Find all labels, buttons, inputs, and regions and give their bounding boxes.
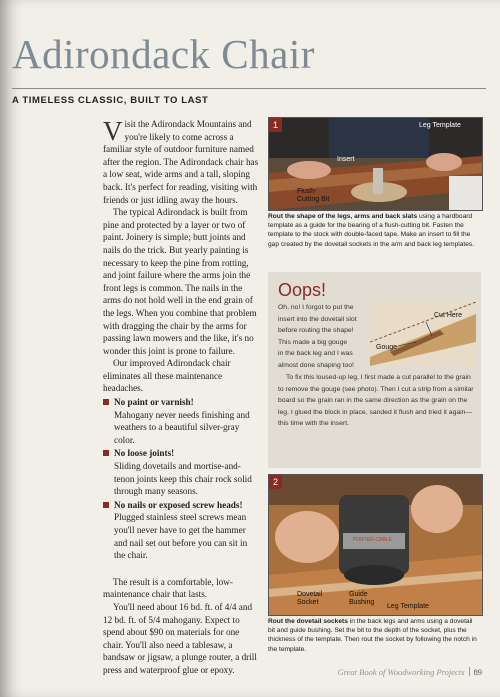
book-title: Great Book of Woodworking Projects bbox=[337, 667, 465, 677]
subtitle: A TIMELESS CLASSIC, BUILT TO LAST bbox=[12, 95, 209, 106]
title-rule bbox=[12, 88, 486, 89]
label-gouge: Gouge bbox=[376, 344, 398, 351]
page-number: 89 bbox=[473, 667, 482, 677]
label-guide-bushing: Guide Bushing bbox=[349, 591, 375, 606]
bullet-square-icon bbox=[103, 450, 109, 456]
oops-text: Oh, no! I forgot to put the insert into the dovetail slot before routing the shape! This made a big gouge in the back leg and I was almost done shaping too! To fix this loused-up leg, I first made a cut parallel to the grain to remove the gouge (see photo). Then I cut a strip from a similar board so the grain ran in the same direction as the grain on the leg. I glued the block in place, sanded it flush and tried it again—this time with the insert. bbox=[278, 302, 474, 430]
paragraph-1: Visit the Adirondack Mountains and you're likely to come across a familiar style of outdoor furniture named after the region. The Adirondack chair has a low seat, wide arms and a tall, sloping back. It's perfect for reading, visiting with friends or just idling away the hours. bbox=[103, 116, 259, 205]
bullet-square-icon bbox=[103, 502, 109, 508]
bullet-1: No paint or varnish! bbox=[103, 396, 259, 409]
dropcap: V bbox=[103, 116, 123, 146]
paragraph-5: You'll need about 16 bd. ft. of 4/4 and 12 bd. ft. of 5/4 mahogany. Expect to spend about $90 on materials for one chair. You'll also need a tablesaw, a bandsaw or jigsaw, a plunge router, a drill press and waterproof glue or epoxy. bbox=[103, 601, 257, 675]
oops-title: Oops! bbox=[278, 280, 327, 300]
bullet-2-text: Sliding dovetails and mortise-and-tenon joints keep this chair rock solid through many seasons. bbox=[114, 461, 252, 497]
photo-2-number: 2 bbox=[269, 475, 282, 489]
oops-paragraph-2: To fix this loused-up leg, I first made a cut parallel to the grain to remove the gouge (see photo). Then I cut a strip from a similar board so the grain ran in the same direction as the grain on the leg. I glued the block in place, sanded it flush and tried it again—this time with the insert. bbox=[278, 374, 474, 427]
label-dovetail-socket: Dovetail Socket bbox=[297, 591, 323, 606]
router-brand: PORTER-CABLE bbox=[353, 537, 392, 543]
label-flush-cutting-bit: Flush- Cutting Bit bbox=[297, 188, 330, 203]
photo-1-caption: Rout the shape of the legs, arms and back slats using a hardboard template as a guide for the bearing of a flush-cutting bit. Fasten the template to the stock with double-faced tape. Make an insert to fill the gap created by the dovetail sockets in the arm and back leg templates. bbox=[268, 213, 474, 248]
bullet-2: No loose joints! bbox=[103, 447, 259, 460]
page-title: Adirondack Chair bbox=[12, 31, 315, 77]
paragraph-2: The typical Adirondack is built from pine and protected by a layer or two of paint. Joinery is simple; butt joints and nails do the trick. But yearly painting is necessary to keep the pine from rotting, and joint failure where the arms join the front legs is common. The nails in the arms do not hold well in the end grain of the legs. When you combine that problem with dragging the chair by the arms for passing lawn mowers and the like, it's no wonder this joint is prone to failure. bbox=[103, 207, 257, 356]
paragraph-3: Our improved Adirondack chair eliminates all these maintenance headaches. bbox=[103, 358, 231, 394]
label-leg-template-2: Leg Template bbox=[387, 603, 429, 610]
photo-1-number: 1 bbox=[269, 118, 282, 132]
bullet-1-text: Mahogany never needs finishing and weathers to a beautiful silver-gray color. bbox=[114, 409, 250, 445]
photo-routing-sockets bbox=[268, 474, 483, 616]
bullet-3-text: Plugged stainless steel screws mean you'll never have to get the hammer and nail set out before you can sit in the chair. bbox=[114, 512, 248, 561]
oops-sidebar bbox=[268, 272, 481, 468]
bullet-square-icon bbox=[103, 399, 109, 405]
bullet-3: No nails or exposed screw heads! bbox=[103, 499, 259, 512]
label-cut-here: Cut Here bbox=[434, 312, 463, 319]
paragraph-4: The result is a comfortable, low-maintenance chair that lasts. bbox=[103, 576, 233, 600]
page-footer bbox=[337, 667, 482, 677]
label-insert: Insert bbox=[337, 156, 355, 163]
label-leg-template: Leg Template bbox=[419, 122, 461, 129]
body-text bbox=[103, 118, 259, 677]
photo-routing-legs bbox=[268, 117, 483, 211]
oops-photo bbox=[370, 302, 476, 366]
photo-2-caption: Rout the dovetail sockets in the back legs and arms using a dovetail bit and guide bushing. Set the bit to the depth of the socket, plus the thickness of the template. Then rout the socket by following the notch in the template. bbox=[268, 618, 477, 653]
